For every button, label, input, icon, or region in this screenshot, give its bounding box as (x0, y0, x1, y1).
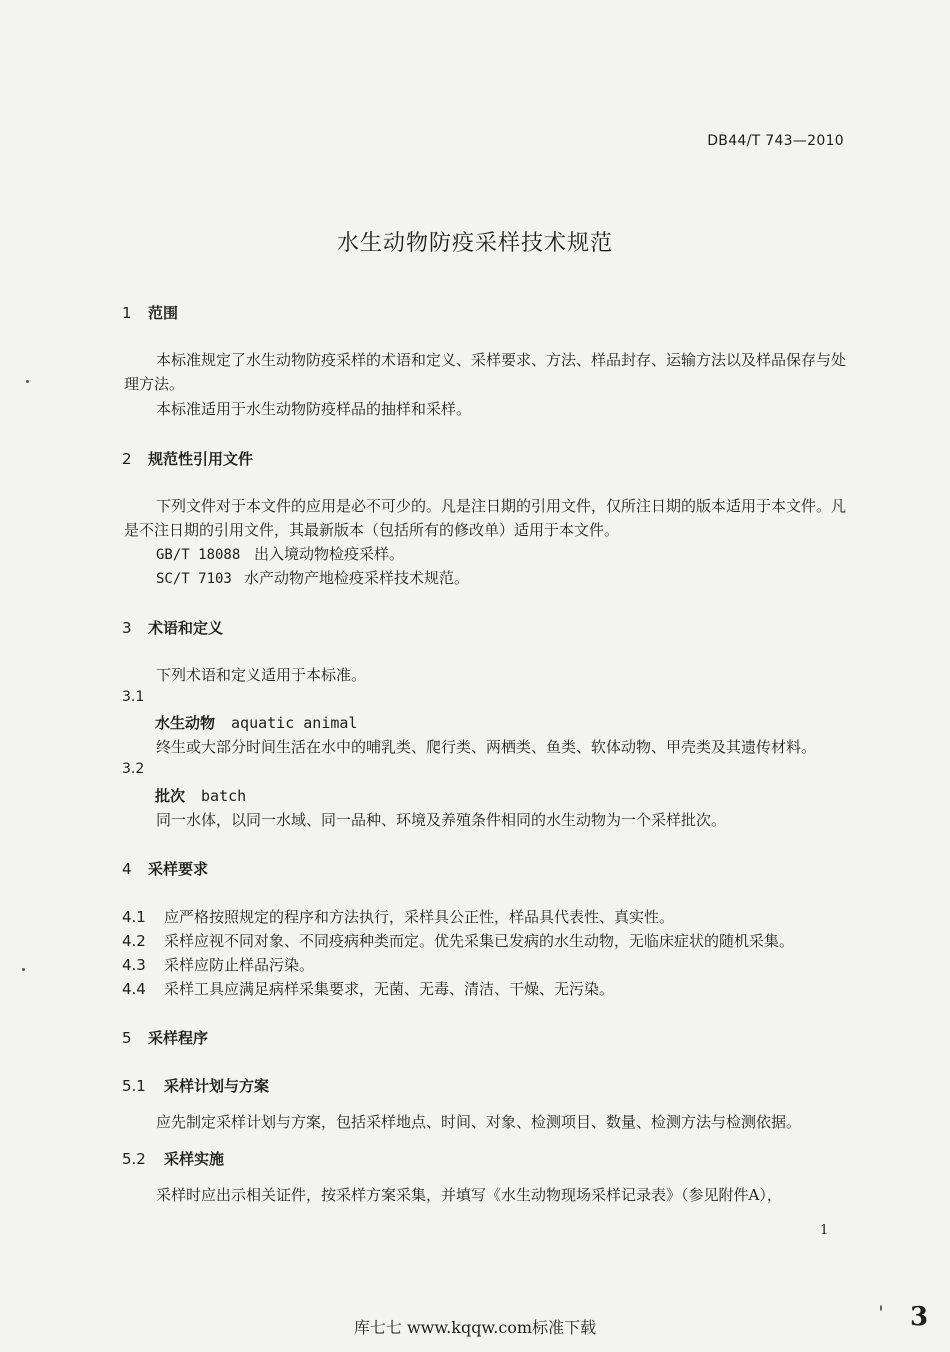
section-title: 采样程序 (148, 1029, 209, 1047)
section-number: 1 (122, 304, 132, 322)
reference-code: GB/T 18088 (156, 547, 241, 563)
term-name-zh: 水生动物 (155, 714, 216, 732)
section-number: 2 (122, 450, 132, 468)
section-title: 规范性引用文件 (148, 450, 254, 468)
section-4-heading (122, 858, 208, 879)
term-name-zh: 批次 (155, 787, 186, 805)
item-number: 4.1 (122, 908, 146, 926)
section-2-paragraph: 下列文件对于本文件的应用是必不可少的。凡是注日期的引用文件，仅所注日期的版本适用于本文件。凡是不注日期的引用文件，其最新版本（包括所有的修改单）适用于本文件。 (124, 497, 847, 539)
section-3-intro: 下列术语和定义适用于本标准。 (156, 666, 367, 684)
section-1-paragraph-1: 本标准规定了水生动物防疫采样的术语和定义、采样要求、方法、样品封存、运输方法以及样品保存与处理方法。 (124, 351, 847, 393)
subsection-title: 采样计划与方案 (164, 1077, 270, 1095)
document-title: 水生动物防疫采样技术规范 (336, 231, 613, 256)
term-definition: 同一水体，以同一水域、同一品种、环境及养殖条件相同的水生动物为一个采样批次。 (156, 811, 727, 829)
section-number: 5 (122, 1029, 132, 1047)
subsection-number: 5.2 (122, 1150, 146, 1168)
page-number: 1 (820, 1223, 829, 1238)
subsection-title: 采样实施 (164, 1150, 225, 1168)
section-1-heading (122, 302, 178, 323)
term-name-en: batch (201, 787, 247, 805)
subsection-5-2-heading (122, 1148, 224, 1169)
subsection-5-1-text: 应先制定采样计划与方案，包括采样地点、时间、对象、检测项目、数量、检测方法与检测依据。 (156, 1113, 802, 1131)
section-3-heading (122, 617, 223, 638)
item-number: 4.4 (122, 980, 146, 998)
section-title: 范围 (148, 304, 179, 322)
section-number: 4 (122, 860, 132, 878)
section-title: 术语和定义 (148, 619, 224, 637)
item-number: 4.3 (122, 956, 146, 974)
term-number: 3.1 (122, 689, 145, 705)
subsection-5-1-heading (122, 1075, 269, 1096)
section-title: 采样要求 (148, 860, 209, 878)
scan-speck (880, 1305, 882, 1311)
item-text: 应严格按照规定的程序和方法执行，采样具公正性，样品具代表性、真实性。 (164, 908, 675, 926)
item-text: 采样应防止样品污染。 (164, 956, 315, 974)
requirement-item (122, 978, 614, 999)
corner-page-mark: 3 (910, 1302, 929, 1332)
reference-item (156, 567, 469, 588)
requirement-item (122, 906, 674, 927)
section-2-heading (122, 448, 253, 469)
term-number: 3.2 (122, 761, 145, 777)
item-text: 采样工具应满足病样采集要求，无菌、无毒、清洁、干燥、无污染。 (164, 980, 615, 998)
reference-item (156, 543, 404, 564)
footer-watermark: 库七七 www.kqqw.com标准下载 (353, 1318, 597, 1337)
section-5-heading (122, 1027, 208, 1048)
subsection-number: 5.1 (122, 1077, 146, 1095)
reference-title: 水产动物产地检疫采样技术规范。 (244, 569, 470, 587)
term-definition: 终生或大部分时间生活在水中的哺乳类、爬行类、两栖类、鱼类、软体动物、甲壳类及其遗传材料。 (156, 738, 817, 756)
term-name (155, 785, 246, 806)
document-code: DB44/T 743—2010 (707, 133, 844, 149)
section-1-paragraph-2: 本标准适用于水生动物防疫样品的抽样和采样。 (156, 400, 472, 418)
scan-speck (22, 968, 25, 971)
subsection-5-2-text: 采样时应出示相关证件，按采样方案采集，并填写《水生动物现场采样记录表》（参见附件A）， (156, 1186, 782, 1204)
section-number: 3 (122, 619, 132, 637)
item-text: 采样应视不同对象、不同疫病种类而定。优先采集已发病的水生动物，无临床症状的随机采集。 (164, 932, 795, 950)
requirement-item (122, 954, 314, 975)
scan-speck (26, 380, 29, 383)
reference-code: SC/T 7103 (156, 571, 232, 587)
reference-title: 出入境动物检疫采样。 (254, 545, 405, 563)
item-number: 4.2 (122, 932, 146, 950)
requirement-item (122, 930, 794, 951)
term-name (155, 712, 357, 733)
term-name-en: aquatic animal (231, 714, 358, 732)
